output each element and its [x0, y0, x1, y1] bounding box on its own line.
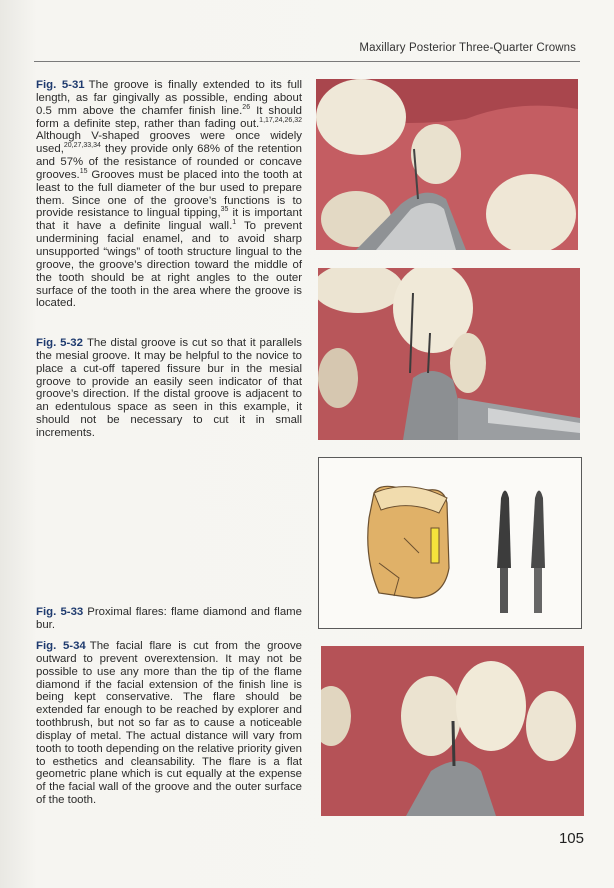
figure-label: Fig. 5-33 [36, 606, 84, 618]
photo-fig-5-34 [321, 646, 584, 816]
caption-text: The distal groove is cut so that it parallels the mesial groove. It may be helpful to the novice to place a cut-off tapered fissure bur in the mesial groove to provide an easily seen indicator of that groove’s direction. If the distal groove is adjacent to an edentulous space as seen in this example, it should not be necessary to cut it in small increments. [36, 337, 302, 439]
diagram-fig-5-33 [318, 457, 582, 629]
caption-fig-5-32 [36, 337, 302, 440]
header-rule [34, 61, 580, 62]
caption-text: Proximal flares: flame diamond and flame bur. [36, 606, 302, 631]
citation-ref: 26 [242, 103, 251, 111]
citation-ref: 1 [232, 219, 237, 227]
caption-fig-5-31 [36, 79, 302, 310]
citation-ref: 15 [79, 168, 88, 176]
page-number: 105 [558, 830, 584, 847]
citation-ref: 35 [220, 206, 229, 214]
caption-fig-5-33 [36, 606, 302, 632]
caption-fig-5-34 [36, 640, 302, 807]
photo-fig-5-31 [316, 79, 578, 250]
citation-ref: 20,27,33,34 [63, 142, 101, 150]
photo-fig-5-32 [318, 268, 580, 440]
caption-text: The groove is finally extended to its full length, as far gingivally as possible, ending about 0.5 mm above the chamfer finish line.$^{26}$ It should form a definite step, rather than fading out.$^{1,17,24,26,32}$ Although V-shaped grooves were once widely used,$^{20,27,33,34}$ they provide only 68% of the retention and 57% of the resistance of rounded or concave grooves.$^{15}$ Grooves must be placed into the tooth at least to the full diameter of the bur used to prepare them. Since one of the groove’s functions is to provide resistance to lingual tipping,$^{35}$ it is important that it have a definite lingual wall.$^1$ To prevent undermining facial enamel, and to avoid sharp unsupported “wings” of tooth structure lingual to the groove, the groove’s direction toward the middle of the tooth should be at right angles to the outer surface of the tooth in the area where the groove is located. [36, 79, 302, 310]
citation-ref: 1,17,24,26,32 [259, 116, 302, 124]
caption-text: The facial flare is cut from the groove outward to prevent overextension. It may not be possible to use any more than the tip of the flame diamond if the facial extension of the finish line is being kept conservative. The flare should be extended far enough to be reached by explorer and toothbrush, but not so far as to cause a noticeable display of metal. The actual distance will vary from tooth to tooth depending on the relative priority given to esthetics and cleansability. The flare is a flat geometric plane which is cut equally at the expense of the facial wall of the groove and the outer surface of the tooth. [36, 640, 302, 807]
figure-label: Fig. 5-32 [36, 337, 83, 349]
figure-label: Fig. 5-34 [36, 640, 86, 652]
figure-label: Fig. 5-31 [36, 79, 85, 91]
running-title: Maxillary Posterior Three-Quarter Crowns [359, 42, 576, 54]
